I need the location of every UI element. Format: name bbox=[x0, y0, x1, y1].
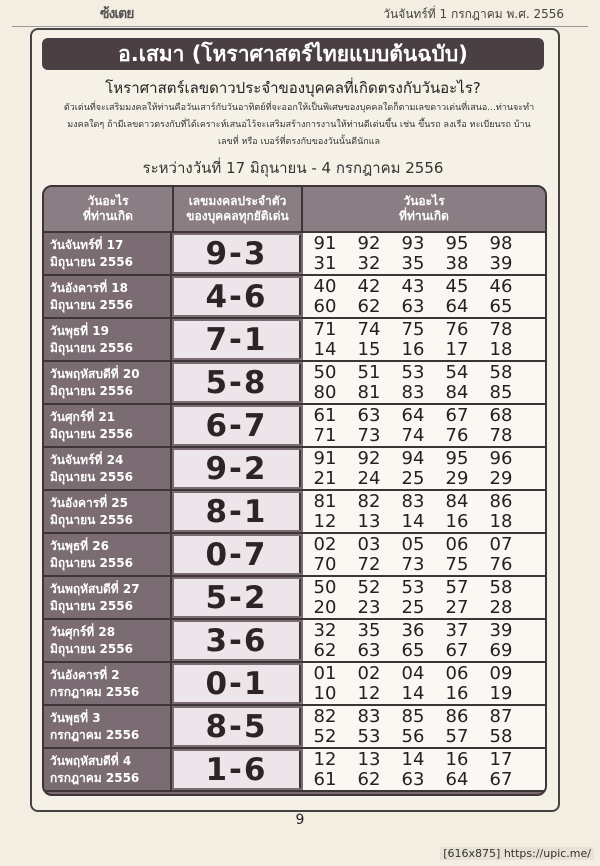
lucky-number: 86 bbox=[489, 491, 513, 512]
numbers-cell bbox=[303, 577, 545, 618]
numbers-cell bbox=[303, 276, 545, 317]
lucky-number: 61 bbox=[313, 769, 337, 790]
lucky-number: 54 bbox=[445, 362, 469, 383]
day-label: วันอังคารที่ 18 bbox=[50, 281, 129, 295]
number-line bbox=[303, 554, 545, 573]
number-line bbox=[303, 706, 545, 725]
lucky-number: 84 bbox=[445, 382, 469, 403]
page-number: 9 bbox=[295, 812, 305, 828]
numbers-cell bbox=[303, 362, 545, 403]
lucky-number: 82 bbox=[357, 491, 381, 512]
number-line bbox=[303, 448, 545, 467]
date-range: ระหว่างวันที่ 17 มิถุนายน - 4 กรกฎาคม 2556 bbox=[142, 159, 444, 177]
lucky-number: 65 bbox=[401, 640, 425, 661]
lucky-number: 63 bbox=[357, 640, 381, 661]
subtitle: โหราศาสตร์เลขดาวประจำของบุคคลที่เกิดตรงกับวันอะไร? bbox=[105, 79, 481, 97]
numbers-cell bbox=[303, 534, 545, 575]
lucky-number: 94 bbox=[401, 448, 425, 469]
numbers-cell bbox=[303, 448, 545, 489]
lucky-number: 85 bbox=[489, 382, 513, 403]
lucky-number: 05 bbox=[401, 534, 425, 555]
day-label: วันพุธที่ 3 bbox=[50, 711, 101, 725]
number-line bbox=[303, 749, 545, 768]
number-line bbox=[303, 577, 545, 596]
lucky-number: 68 bbox=[489, 405, 513, 426]
numbers-cell bbox=[303, 319, 545, 360]
lucky-number: 35 bbox=[357, 620, 381, 641]
birth-day-cell bbox=[44, 663, 172, 704]
lucky-number: 71 bbox=[313, 319, 337, 340]
lucky-number: 56 bbox=[401, 726, 425, 747]
header-numbers: วันอะไร ที่ท่านเกิด bbox=[399, 194, 449, 223]
lucky-number: 37 bbox=[445, 620, 469, 641]
lucky-pair-cell: 5-2 bbox=[174, 579, 301, 616]
lucky-number: 60 bbox=[313, 296, 337, 317]
month-label: มิถุนายน 2556 bbox=[50, 642, 133, 656]
lucky-number: 53 bbox=[401, 577, 425, 598]
lucky-number: 16 bbox=[445, 511, 469, 532]
lucky-number: 57 bbox=[445, 726, 469, 747]
month-label: กรกฎาคม 2556 bbox=[50, 685, 140, 699]
lucky-number: 64 bbox=[445, 769, 469, 790]
lucky-number: 85 bbox=[401, 706, 425, 727]
table-row bbox=[44, 491, 545, 534]
header-birth-day: วันอะไร ที่ท่านเกิด bbox=[44, 187, 174, 231]
lucky-number: 42 bbox=[357, 276, 381, 297]
lucky-number: 84 bbox=[445, 491, 469, 512]
lucky-number: 14 bbox=[313, 339, 337, 360]
lucky-number: 03 bbox=[357, 534, 381, 555]
birth-day-cell bbox=[44, 405, 172, 446]
day-label: วันอังคารที่ 25 bbox=[50, 496, 129, 510]
lucky-number: 32 bbox=[313, 620, 337, 641]
month-label: มิถุนายน 2556 bbox=[50, 341, 133, 355]
lucky-number: 58 bbox=[489, 362, 513, 383]
day-label: วันพุธที่ 26 bbox=[50, 539, 109, 553]
lucky-pair-cell: 6-7 bbox=[174, 407, 301, 444]
lucky-number: 35 bbox=[401, 253, 425, 274]
lucky-number: 12 bbox=[313, 511, 337, 532]
numbers-cell bbox=[303, 706, 545, 747]
issue-date: วันจันทร์ที่ 1 กรกฎาคม พ.ศ. 2556 bbox=[383, 7, 564, 21]
lucky-number: 95 bbox=[445, 233, 469, 254]
lucky-pair-cell: 0-7 bbox=[174, 536, 301, 573]
lucky-number: 83 bbox=[401, 491, 425, 512]
lucky-number: 65 bbox=[489, 296, 513, 317]
month-label: มิถุนายน 2556 bbox=[50, 599, 133, 613]
table-row bbox=[44, 620, 545, 663]
lucky-number: 75 bbox=[445, 554, 469, 575]
lucky-number: 75 bbox=[401, 319, 425, 340]
lucky-number: 18 bbox=[489, 511, 513, 532]
number-line bbox=[303, 339, 545, 358]
lucky-number: 20 bbox=[313, 597, 337, 618]
lucky-number: 12 bbox=[313, 749, 337, 770]
day-label: วันจันทร์ที่ 24 bbox=[50, 453, 124, 467]
lucky-number: 29 bbox=[445, 468, 469, 489]
lucky-number: 21 bbox=[313, 468, 337, 489]
lucky-number: 83 bbox=[357, 706, 381, 727]
number-line bbox=[303, 382, 545, 401]
day-label: วันศุกร์ที่ 21 bbox=[50, 410, 116, 424]
lucky-number: 76 bbox=[445, 319, 469, 340]
lucky-number: 12 bbox=[357, 683, 381, 704]
number-line bbox=[303, 253, 545, 272]
lucky-number: 45 bbox=[445, 276, 469, 297]
table-row bbox=[44, 405, 545, 448]
table-row bbox=[44, 706, 545, 749]
lucky-number: 50 bbox=[313, 362, 337, 383]
table-row bbox=[44, 276, 545, 319]
lucky-pair-cell: 8-1 bbox=[174, 493, 301, 530]
lucky-number: 64 bbox=[401, 405, 425, 426]
number-line bbox=[303, 296, 545, 315]
number-line bbox=[303, 663, 545, 682]
lucky-number: 53 bbox=[357, 726, 381, 747]
number-line bbox=[303, 319, 545, 338]
lucky-number: 17 bbox=[445, 339, 469, 360]
lucky-number: 18 bbox=[489, 339, 513, 360]
lucky-number: 25 bbox=[401, 597, 425, 618]
lucky-number: 06 bbox=[445, 663, 469, 684]
lucky-number: 02 bbox=[313, 534, 337, 555]
lucky-number: 28 bbox=[489, 597, 513, 618]
day-label: วันอังคารที่ 2 bbox=[50, 668, 120, 682]
birth-day-cell bbox=[44, 749, 172, 790]
lucky-number: 67 bbox=[445, 405, 469, 426]
birth-day-cell bbox=[44, 362, 172, 403]
lucky-number: 15 bbox=[357, 339, 381, 360]
header-lucky-pair: เลขมงคลประจำตัว ของบุคคลทุกยัติเด่น bbox=[174, 187, 303, 231]
lucky-number: 63 bbox=[357, 405, 381, 426]
lucky-number: 74 bbox=[401, 425, 425, 446]
numbers-cell bbox=[303, 663, 545, 704]
month-label: มิถุนายน 2556 bbox=[50, 427, 133, 441]
table-row bbox=[44, 663, 545, 706]
table-row bbox=[44, 577, 545, 620]
numbers-cell bbox=[303, 491, 545, 532]
month-label: มิถุนายน 2556 bbox=[50, 384, 133, 398]
lucky-number: 14 bbox=[401, 683, 425, 704]
table-row bbox=[44, 319, 545, 362]
lucky-number: 13 bbox=[357, 749, 381, 770]
number-line bbox=[303, 468, 545, 487]
lucky-number: 14 bbox=[401, 749, 425, 770]
table-row bbox=[44, 233, 545, 276]
lucky-number: 53 bbox=[401, 362, 425, 383]
lucky-number: 50 bbox=[313, 577, 337, 598]
lucky-number: 43 bbox=[401, 276, 425, 297]
lucky-number: 27 bbox=[445, 597, 469, 618]
lucky-number: 96 bbox=[489, 448, 513, 469]
lucky-number: 57 bbox=[445, 577, 469, 598]
month-label: มิถุนายน 2556 bbox=[50, 470, 133, 484]
lucky-number: 92 bbox=[357, 448, 381, 469]
lucky-number: 52 bbox=[313, 726, 337, 747]
day-label: วันพุธที่ 19 bbox=[50, 324, 109, 338]
lucky-number: 81 bbox=[357, 382, 381, 403]
lucky-number: 72 bbox=[357, 554, 381, 575]
lucky-number: 86 bbox=[445, 706, 469, 727]
lucky-number: 81 bbox=[313, 491, 337, 512]
lucky-pair-cell: 1-6 bbox=[174, 751, 301, 788]
number-line bbox=[303, 362, 545, 381]
lucky-number: 62 bbox=[357, 769, 381, 790]
lucky-number: 74 bbox=[357, 319, 381, 340]
publication-logo: ซ้งเตย bbox=[100, 6, 134, 22]
month-label: มิถุนายน 2556 bbox=[50, 556, 133, 570]
lucky-number: 78 bbox=[489, 425, 513, 446]
lucky-pair-cell: 4-6 bbox=[174, 278, 301, 315]
lucky-number: 52 bbox=[357, 577, 381, 598]
lucky-pair-cell: 7-1 bbox=[174, 321, 301, 358]
month-label: กรกฎาคม 2556 bbox=[50, 771, 140, 785]
lucky-number: 10 bbox=[313, 683, 337, 704]
lucky-number: 58 bbox=[489, 577, 513, 598]
lucky-number: 76 bbox=[489, 554, 513, 575]
lucky-number: 04 bbox=[401, 663, 425, 684]
day-label: วันพฤหัสบดีที่ 4 bbox=[50, 754, 132, 768]
birth-day-cell bbox=[44, 620, 172, 661]
lucky-number: 25 bbox=[401, 468, 425, 489]
lucky-number: 69 bbox=[489, 640, 513, 661]
lucky-number: 67 bbox=[489, 769, 513, 790]
lucky-number: 14 bbox=[401, 511, 425, 532]
watermark-text: [616x875] https://upic.me/ bbox=[440, 847, 594, 860]
birth-day-cell bbox=[44, 577, 172, 618]
number-line bbox=[303, 233, 545, 252]
table-row bbox=[44, 362, 545, 405]
lucky-number: 16 bbox=[445, 683, 469, 704]
page-title: อ.เสมา (โหราศาสตร์ไทยแบบต้นฉบับ) bbox=[42, 38, 544, 70]
lucky-number: 39 bbox=[489, 253, 513, 274]
lucky-number: 91 bbox=[313, 233, 337, 254]
birth-day-cell bbox=[44, 448, 172, 489]
table-row bbox=[44, 448, 545, 491]
lucky-number-table bbox=[42, 185, 547, 796]
lucky-number: 19 bbox=[489, 683, 513, 704]
lucky-pair-cell: 9-2 bbox=[174, 450, 301, 487]
lucky-number: 29 bbox=[489, 468, 513, 489]
lucky-pair-cell: 9-3 bbox=[174, 235, 301, 272]
lucky-number: 24 bbox=[357, 468, 381, 489]
lucky-number: 38 bbox=[445, 253, 469, 274]
lucky-number: 13 bbox=[357, 511, 381, 532]
table-row bbox=[44, 749, 545, 792]
birth-day-cell bbox=[44, 276, 172, 317]
birth-day-cell bbox=[44, 319, 172, 360]
lucky-number: 31 bbox=[313, 253, 337, 274]
birth-day-cell bbox=[44, 534, 172, 575]
day-label: วันพฤหัสบดีที่ 20 bbox=[50, 367, 140, 381]
number-line bbox=[303, 405, 545, 424]
numbers-cell bbox=[303, 405, 545, 446]
lucky-number: 46 bbox=[489, 276, 513, 297]
lucky-number: 07 bbox=[489, 534, 513, 555]
lucky-number: 17 bbox=[489, 749, 513, 770]
lucky-number: 39 bbox=[489, 620, 513, 641]
numbers-cell bbox=[303, 749, 545, 790]
lucky-number: 40 bbox=[313, 276, 337, 297]
month-label: กรกฎาคม 2556 bbox=[50, 728, 140, 742]
day-label: วันพฤหัสบดีที่ 27 bbox=[50, 582, 140, 596]
numbers-cell bbox=[303, 233, 545, 274]
lucky-pair-cell: 8-5 bbox=[174, 708, 301, 745]
number-line bbox=[303, 726, 545, 745]
number-line bbox=[303, 425, 545, 444]
lucky-number: 98 bbox=[489, 233, 513, 254]
month-label: มิถุนายน 2556 bbox=[50, 255, 133, 269]
month-label: มิถุนายน 2556 bbox=[50, 513, 133, 527]
lucky-number: 91 bbox=[313, 448, 337, 469]
lucky-number: 62 bbox=[357, 296, 381, 317]
lucky-number: 06 bbox=[445, 534, 469, 555]
table-header bbox=[44, 187, 545, 233]
lucky-number: 67 bbox=[445, 640, 469, 661]
lucky-number: 02 bbox=[357, 663, 381, 684]
lucky-number: 73 bbox=[357, 425, 381, 446]
number-line bbox=[303, 769, 545, 788]
lucky-number: 73 bbox=[401, 554, 425, 575]
number-line bbox=[303, 511, 545, 530]
lucky-number: 71 bbox=[313, 425, 337, 446]
lucky-pair-cell: 0-1 bbox=[174, 665, 301, 702]
lucky-number: 09 bbox=[489, 663, 513, 684]
lucky-number: 80 bbox=[313, 382, 337, 403]
lucky-number: 93 bbox=[401, 233, 425, 254]
lucky-number: 82 bbox=[313, 706, 337, 727]
numbers-cell bbox=[303, 620, 545, 661]
lucky-number: 16 bbox=[445, 749, 469, 770]
lucky-number: 62 bbox=[313, 640, 337, 661]
birth-day-cell bbox=[44, 233, 172, 274]
number-line bbox=[303, 276, 545, 295]
month-label: มิถุนายน 2556 bbox=[50, 298, 133, 312]
table-row bbox=[44, 534, 545, 577]
lucky-number: 87 bbox=[489, 706, 513, 727]
description: ตัวเด่นที่จะเสริมมงคลให้ท่านคือวันเสาร์กับวันอาทิตย์ที่จะออกให้เป็นพิเศษของบุคคลใดก็ตามเลขดาวเด่นที่เสนอ...ท่านจะทำมงคลใดๆ ถ้ามีเลขดาวตรงกับที่ได้เคราะห์เสนอไว้จะเสริมสร้างการงานให้ท่านดีเด่นขึ้น เช่น ขึ้นรถ ลงเรือ ทะเบียนรถ บ้านเลขที่ หรือ เบอร์ที่ตรงกับของวันนั้นดีนักแล bbox=[63, 103, 535, 147]
number-line bbox=[303, 597, 545, 616]
lucky-number: 63 bbox=[401, 769, 425, 790]
lucky-number: 83 bbox=[401, 382, 425, 403]
lucky-number: 01 bbox=[313, 663, 337, 684]
lucky-number: 63 bbox=[401, 296, 425, 317]
lucky-pair-cell: 3-6 bbox=[174, 622, 301, 659]
day-label: วันศุกร์ที่ 28 bbox=[50, 625, 116, 639]
birth-day-cell bbox=[44, 706, 172, 747]
lucky-number: 78 bbox=[489, 319, 513, 340]
lucky-number: 23 bbox=[357, 597, 381, 618]
lucky-number: 58 bbox=[489, 726, 513, 747]
lucky-number: 76 bbox=[445, 425, 469, 446]
lucky-number: 51 bbox=[357, 362, 381, 383]
number-line bbox=[303, 620, 545, 639]
lucky-pair-cell: 5-8 bbox=[174, 364, 301, 401]
lucky-number: 36 bbox=[401, 620, 425, 641]
lucky-number: 16 bbox=[401, 339, 425, 360]
birth-day-cell bbox=[44, 491, 172, 532]
lucky-number: 64 bbox=[445, 296, 469, 317]
day-label: วันจันทร์ที่ 17 bbox=[50, 238, 124, 252]
number-line bbox=[303, 534, 545, 553]
lucky-number: 95 bbox=[445, 448, 469, 469]
number-line bbox=[303, 683, 545, 702]
lucky-number: 92 bbox=[357, 233, 381, 254]
lucky-number: 32 bbox=[357, 253, 381, 274]
lucky-number: 70 bbox=[313, 554, 337, 575]
number-line bbox=[303, 491, 545, 510]
number-line bbox=[303, 640, 545, 659]
lucky-number: 61 bbox=[313, 405, 337, 426]
